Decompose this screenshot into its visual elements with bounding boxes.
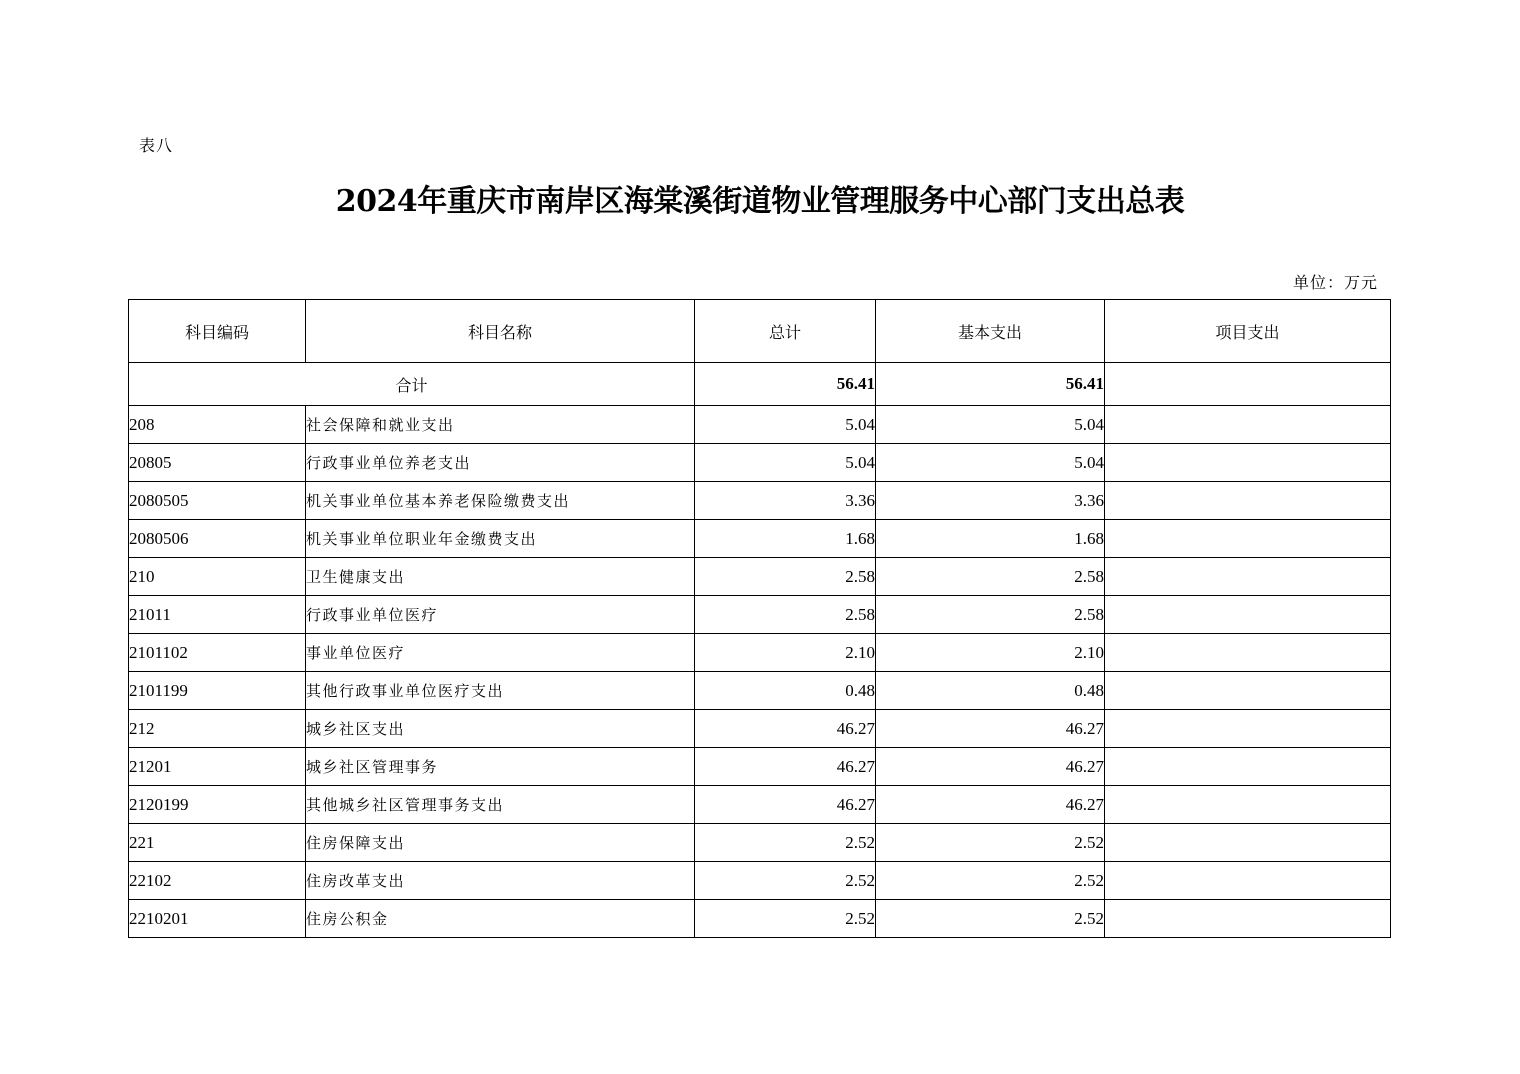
table-row: [129, 634, 1391, 672]
cell-code: 2210201: [129, 900, 306, 938]
cell-code: 212: [129, 710, 306, 748]
cell-project: [1105, 482, 1391, 520]
cell-total: 2.52: [695, 824, 876, 862]
expense-table: [128, 299, 1391, 938]
cell-code: 21011: [129, 596, 306, 634]
cell-code: 208: [129, 406, 306, 444]
table-row: [129, 786, 1391, 824]
cell-name: 卫生健康支出: [306, 558, 695, 596]
cell-total: 46.27: [695, 710, 876, 748]
cell-basic: 0.48: [876, 672, 1105, 710]
cell-code: 20805: [129, 444, 306, 482]
table-row: [129, 710, 1391, 748]
cell-name: 事业单位医疗: [306, 634, 695, 672]
cell-basic: 46.27: [876, 748, 1105, 786]
cell-code: 2120199: [129, 786, 306, 824]
cell-project: [1105, 672, 1391, 710]
cell-basic: 1.68: [876, 520, 1105, 558]
header-name: 科目名称: [306, 300, 695, 363]
table-row: [129, 672, 1391, 710]
table-row: [129, 406, 1391, 444]
cell-project: [1105, 862, 1391, 900]
cell-total: 1.68: [695, 520, 876, 558]
table-row: [129, 900, 1391, 938]
cell-project: [1105, 558, 1391, 596]
total-label: 合计: [129, 363, 695, 406]
cell-basic: 46.27: [876, 710, 1105, 748]
cell-name: 城乡社区支出: [306, 710, 695, 748]
total-row: [129, 363, 1391, 406]
cell-total: 2.10: [695, 634, 876, 672]
cell-project: [1105, 900, 1391, 938]
cell-code: 2080506: [129, 520, 306, 558]
cell-basic: 2.58: [876, 596, 1105, 634]
cell-code: 21201: [129, 748, 306, 786]
cell-basic: 5.04: [876, 444, 1105, 482]
cell-total: 2.58: [695, 558, 876, 596]
total-project: [1105, 363, 1391, 406]
total-amount: 56.41: [695, 363, 876, 406]
header-code: 科目编码: [129, 300, 306, 363]
cell-basic: 2.52: [876, 900, 1105, 938]
cell-project: [1105, 634, 1391, 672]
cell-project: [1105, 596, 1391, 634]
cell-name: 行政事业单位医疗: [306, 596, 695, 634]
cell-basic: 2.52: [876, 824, 1105, 862]
cell-name: 社会保障和就业支出: [306, 406, 695, 444]
cell-basic: 46.27: [876, 786, 1105, 824]
cell-basic: 2.58: [876, 558, 1105, 596]
table-row: [129, 748, 1391, 786]
table-row: [129, 482, 1391, 520]
cell-total: 2.58: [695, 596, 876, 634]
cell-code: 22102: [129, 862, 306, 900]
header-total: 总计: [695, 300, 876, 363]
cell-project: [1105, 444, 1391, 482]
cell-name: 住房公积金: [306, 900, 695, 938]
cell-project: [1105, 710, 1391, 748]
cell-project: [1105, 520, 1391, 558]
cell-code: 2080505: [129, 482, 306, 520]
table-row: [129, 444, 1391, 482]
cell-total: 46.27: [695, 748, 876, 786]
table-header: [129, 300, 1391, 363]
cell-basic: 5.04: [876, 406, 1105, 444]
header-project: 项目支出: [1105, 300, 1391, 363]
cell-basic: 2.52: [876, 862, 1105, 900]
cell-total: 2.52: [695, 862, 876, 900]
cell-total: 0.48: [695, 672, 876, 710]
cell-code: 2101199: [129, 672, 306, 710]
cell-code: 210: [129, 558, 306, 596]
cell-name: 行政事业单位养老支出: [306, 444, 695, 482]
cell-name: 住房改革支出: [306, 862, 695, 900]
cell-name: 其他城乡社区管理事务支出: [306, 786, 695, 824]
cell-basic: 3.36: [876, 482, 1105, 520]
cell-total: 2.52: [695, 900, 876, 938]
cell-project: [1105, 786, 1391, 824]
table-row: [129, 520, 1391, 558]
table-row: [129, 862, 1391, 900]
header-basic: 基本支出: [876, 300, 1105, 363]
table-label: 表八: [139, 136, 174, 155]
cell-name: 住房保障支出: [306, 824, 695, 862]
cell-total: 5.04: [695, 444, 876, 482]
cell-total: 5.04: [695, 406, 876, 444]
cell-name: 其他行政事业单位医疗支出: [306, 672, 695, 710]
document-title: 2024年重庆市南岸区海棠溪街道物业管理服务中心部门支出总表: [335, 184, 1185, 219]
table-row: [129, 824, 1391, 862]
cell-name: 城乡社区管理事务: [306, 748, 695, 786]
cell-project: [1105, 406, 1391, 444]
cell-code: 221: [129, 824, 306, 862]
cell-name: 机关事业单位职业年金缴费支出: [306, 520, 695, 558]
table-body: [129, 363, 1391, 938]
cell-total: 46.27: [695, 786, 876, 824]
cell-total: 3.36: [695, 482, 876, 520]
table-row: [129, 558, 1391, 596]
table-row: [129, 596, 1391, 634]
cell-project: [1105, 748, 1391, 786]
total-basic: 56.41: [876, 363, 1105, 406]
unit-note: 单位：万元: [1292, 273, 1378, 292]
cell-code: 2101102: [129, 634, 306, 672]
cell-project: [1105, 824, 1391, 862]
cell-basic: 2.10: [876, 634, 1105, 672]
cell-name: 机关事业单位基本养老保险缴费支出: [306, 482, 695, 520]
